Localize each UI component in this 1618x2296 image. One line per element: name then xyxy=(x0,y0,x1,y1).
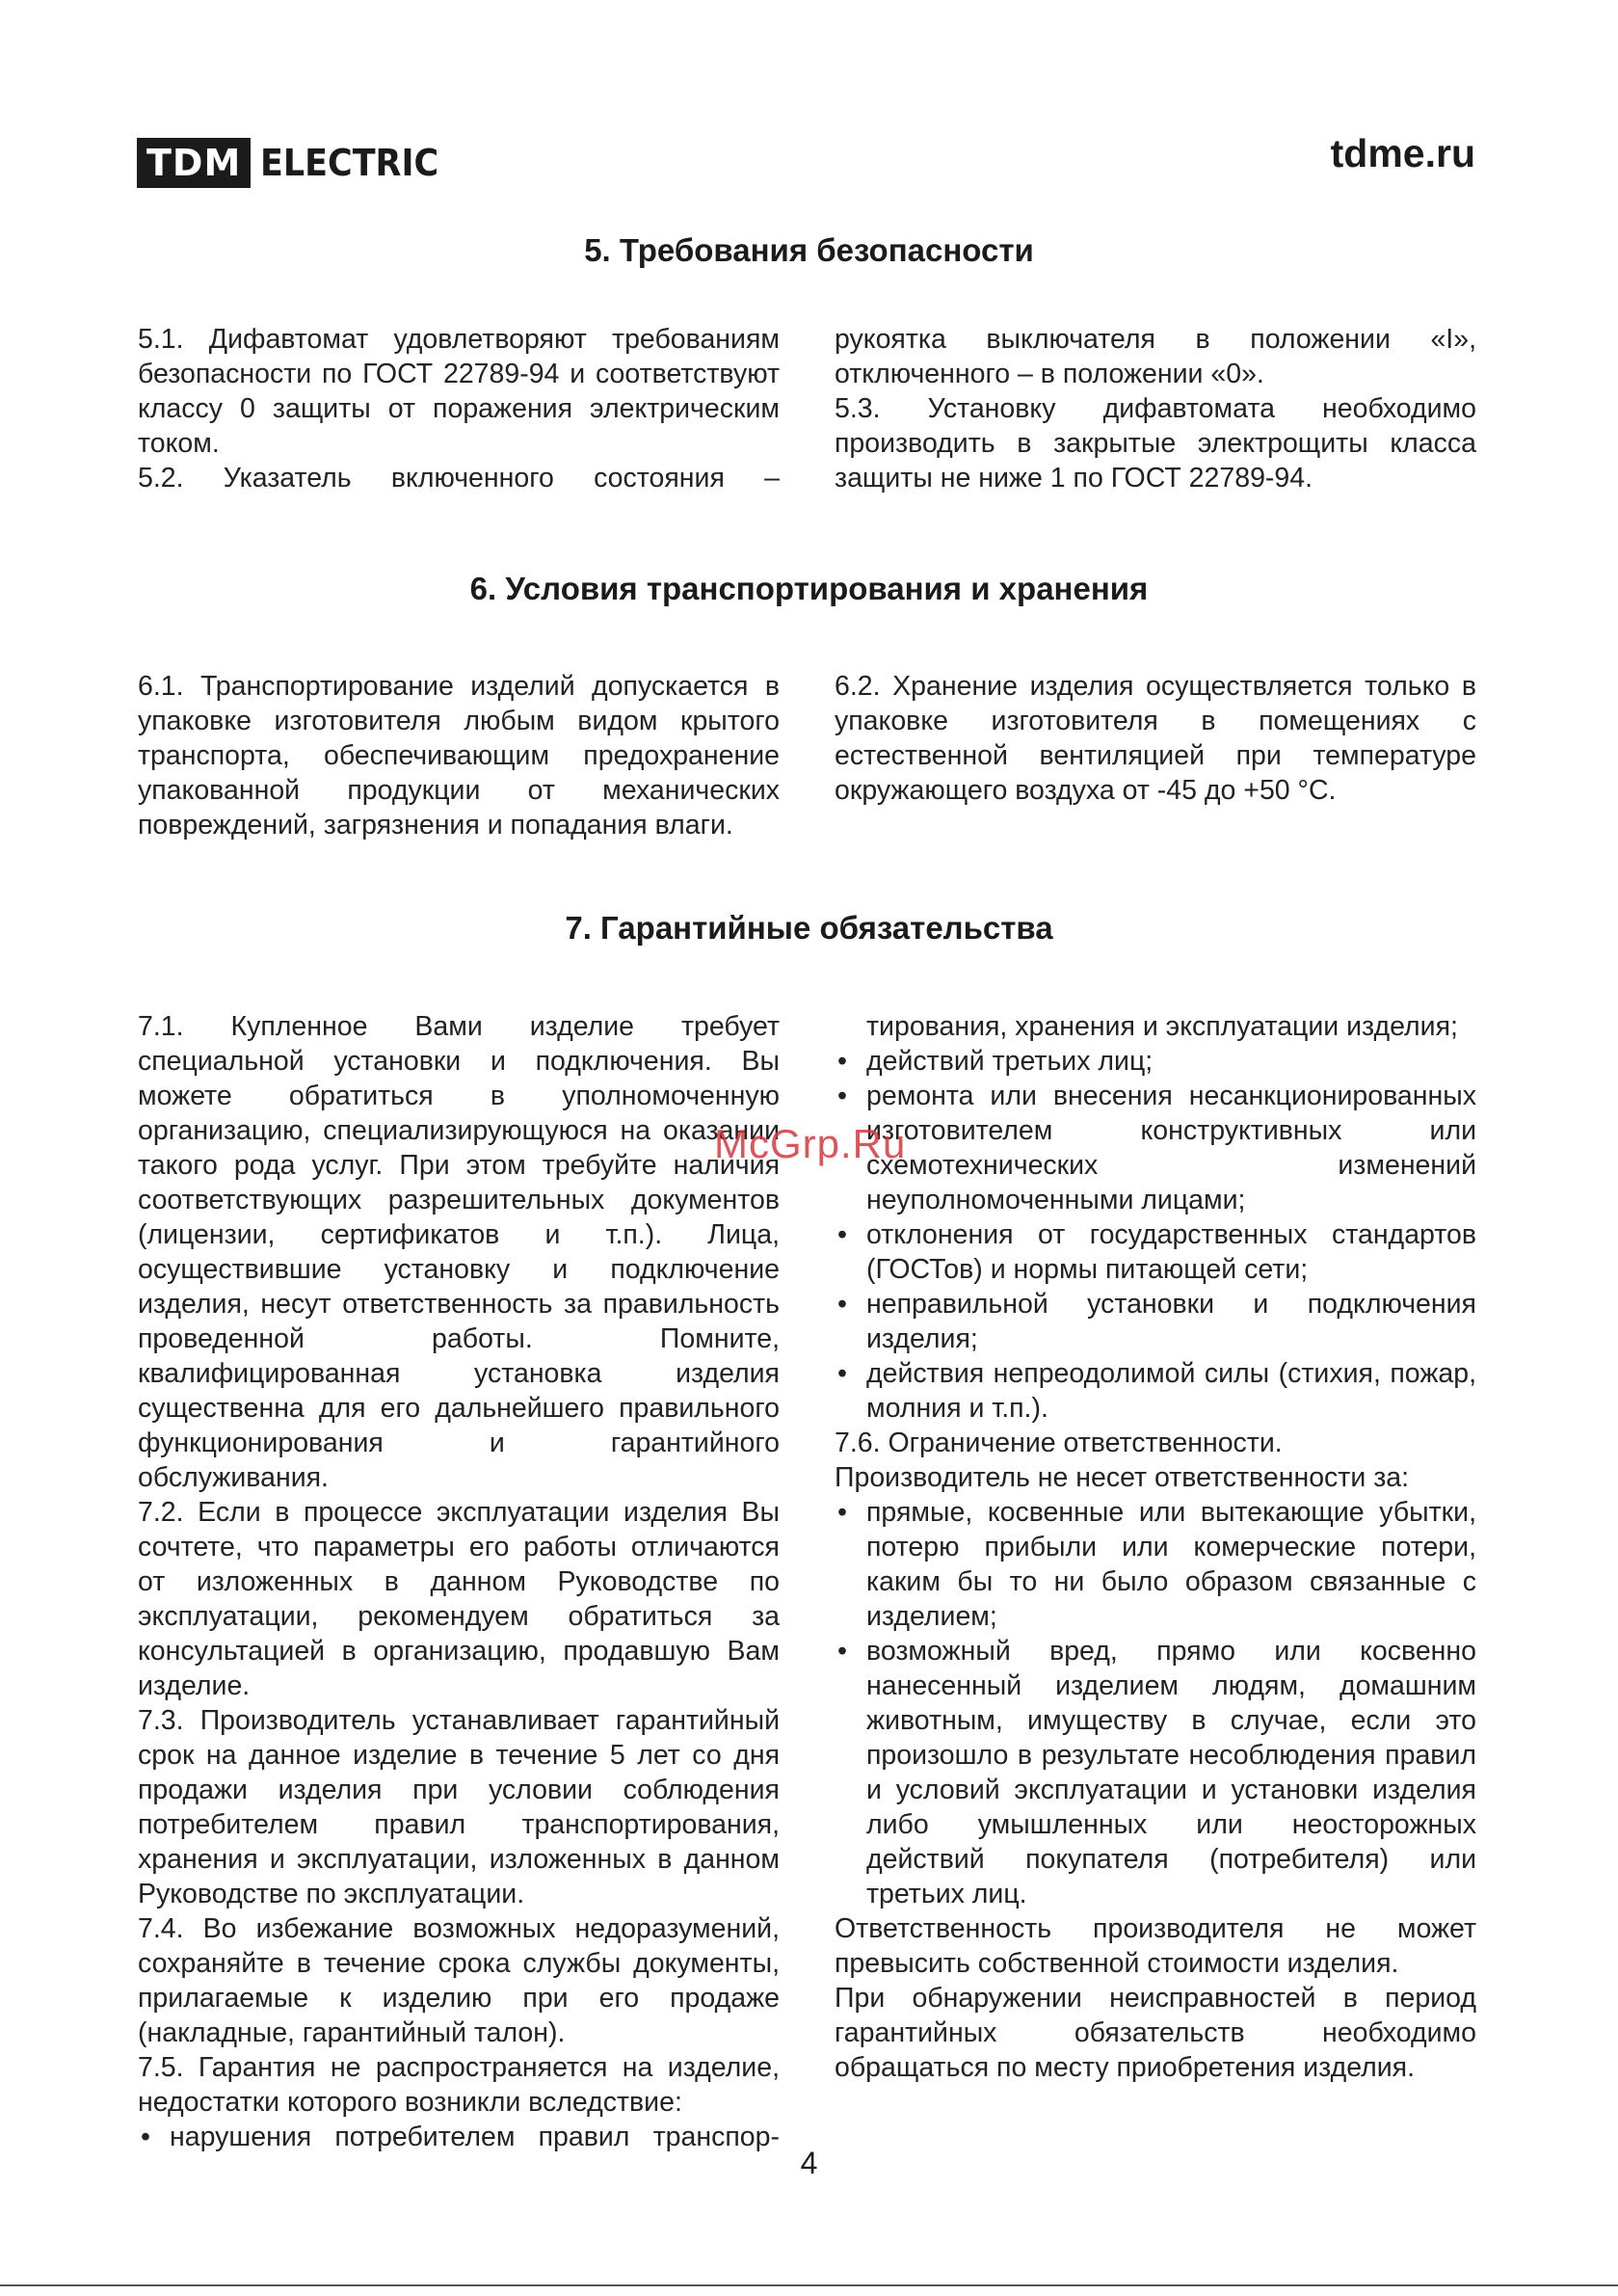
para-liability: Ответственность производителя не может превысить собственной стоимости изделия. xyxy=(835,1913,1476,1979)
list-item: • ремонта или внесения несанкционированных изготовителем конструктивных или схемотехнических изменений неуполномоченными лицами; xyxy=(835,1079,1476,1217)
section-7-title: 7. Гарантийные обязательства xyxy=(565,910,1053,946)
section-6-title: 6. Условия транспортирования и хранения xyxy=(469,571,1149,606)
para-5-1: 5.1. Дифавтомат удовлетворяют требованиям безопасности по ГОСТ 22789-94 и соответствуют классу 0 защиты от поражения электрическим током. xyxy=(138,324,780,459)
para-contact: При обнаружении неисправностей в период гарантийных обязательств необходимо обращаться по месту приобретения изделия. xyxy=(835,1983,1476,2083)
para-7-4: 7.4. Во избежание возможных недоразумений, сохраняйте в течение срока службы документы, прилагаемые к изделию при его продаже (накладные, гарантийный талон). xyxy=(138,1913,780,2048)
list-item: • возможный вред, прямо или косвенно нанесенный изделием людям, домашним животным, имуществу в случае, если это произошло в результате несоблюдения правил и условий эксплуатации и установки изделия либо умышленных или неосторожных действий покупателя (потребителя) или третьих лиц. xyxy=(835,1634,1476,1911)
logo-text: ELECTRIC xyxy=(260,142,439,184)
para-7-6-intro: Производитель не несет ответственности за: xyxy=(835,1462,1410,1493)
section-5-right xyxy=(835,322,1476,495)
para-5-2: 5.2. Указатель включенного состояния – xyxy=(138,463,780,494)
bottom-divider xyxy=(0,2284,1618,2286)
section-7-right xyxy=(835,1009,1476,2085)
list-item: • нарушения потребителем правил транспор- xyxy=(138,2120,780,2154)
para-6-2: 6.2. Хранение изделия осуществляется только в упаковке изготовителя в помещениях с естественной вентиляцией при температуре окружающего воздуха от -45 до +50 °С. xyxy=(835,671,1476,806)
tdm-logo xyxy=(137,138,455,188)
site-url[interactable]: tdme.ru xyxy=(1330,131,1475,175)
bullet-continuation: тирования, хранения и эксплуатации изделия; xyxy=(866,1011,1458,1042)
list-item: • действия непреодолимой силы (стихия, пожар, молния и т.п.). xyxy=(835,1356,1476,1426)
para-6-1: 6.1. Транспортирование изделий допускается в упаковке изготовителя любым видом крытого транспорта, обеспечивающим предохранение упакованной продукции от механических повреждений, загрязнения и попадания влаги. xyxy=(138,671,780,841)
section-6-left xyxy=(138,669,780,842)
section-5-title: 5. Требования безопасности xyxy=(584,232,1034,268)
list-item: • действий третьих лиц; xyxy=(835,1044,1476,1079)
para-7-5: 7.5. Гарантия не распространяется на изделие, недостатки которого возникли вследствие: xyxy=(138,2052,780,2118)
page-number: 4 xyxy=(800,2146,818,2180)
para-7-3: 7.3. Производитель устанавливает гарантийный срок на данное изделие в течение 5 лет со дня продажи изделия при условии соблюдения потребителем правил транспортирования, хранения и эксплуатации, изложенных в данном Руководстве по эксплуатации. xyxy=(138,1705,780,1909)
list-item: • неправильной установки и подключения изделия; xyxy=(835,1287,1476,1356)
bullet-list-7-5 xyxy=(835,1044,1476,1426)
list-item: • отклонения от государственных стандартов (ГОСТов) и нормы питающей сети; xyxy=(835,1217,1476,1287)
para-5-3: 5.3. Установку дифавтомата необходимо производить в закрытые электрощиты класса защиты не ниже 1 по ГОСТ 22789-94. xyxy=(835,393,1476,494)
bullet-list-7-6 xyxy=(835,1495,1476,1911)
para-7-6: 7.6. Ограничение ответственности. xyxy=(835,1428,1283,1458)
watermark: McGrp.Ru xyxy=(714,1121,907,1166)
para-5-2-cont: рукоятка выключателя в положении «I», отключенного – в положении «0». xyxy=(835,324,1476,389)
para-7-2: 7.2. Если в процессе эксплуатации изделия Вы сочтете, что параметры его работы отличаются от изложенных в данном Руководстве по эксплуатации, рекомендуем обратиться за консультацией в организацию, продавшую Вам изделие. xyxy=(138,1497,780,1701)
section-5-left xyxy=(138,322,780,495)
para-7-1: 7.1. Купленное Вами изделие требует специальной установки и подключения. Вы можете обратиться в уполномоченную организацию, специализирующуюся на оказании такого рода услуг. При этом требуйте наличия соответствующих разрешительных документов (лицензии, сертификатов и т.п.). Лица, осуществившие установку и подключение изделия, несут ответственность за правильность проведенной работы. Помните, квалифицированная установка изделия существенна для его дальнейшего правильного функционирования и гарантийного обслуживания. xyxy=(138,1011,780,1493)
list-item: • прямые, косвенные или вытекающие убытки, потерю прибыли или комерческие потери, каким бы то ни было образом связанные с изделием; xyxy=(835,1495,1476,1634)
section-6-right xyxy=(835,669,1476,808)
section-7-left xyxy=(138,1009,780,2154)
logo-box: TDM xyxy=(137,138,251,188)
